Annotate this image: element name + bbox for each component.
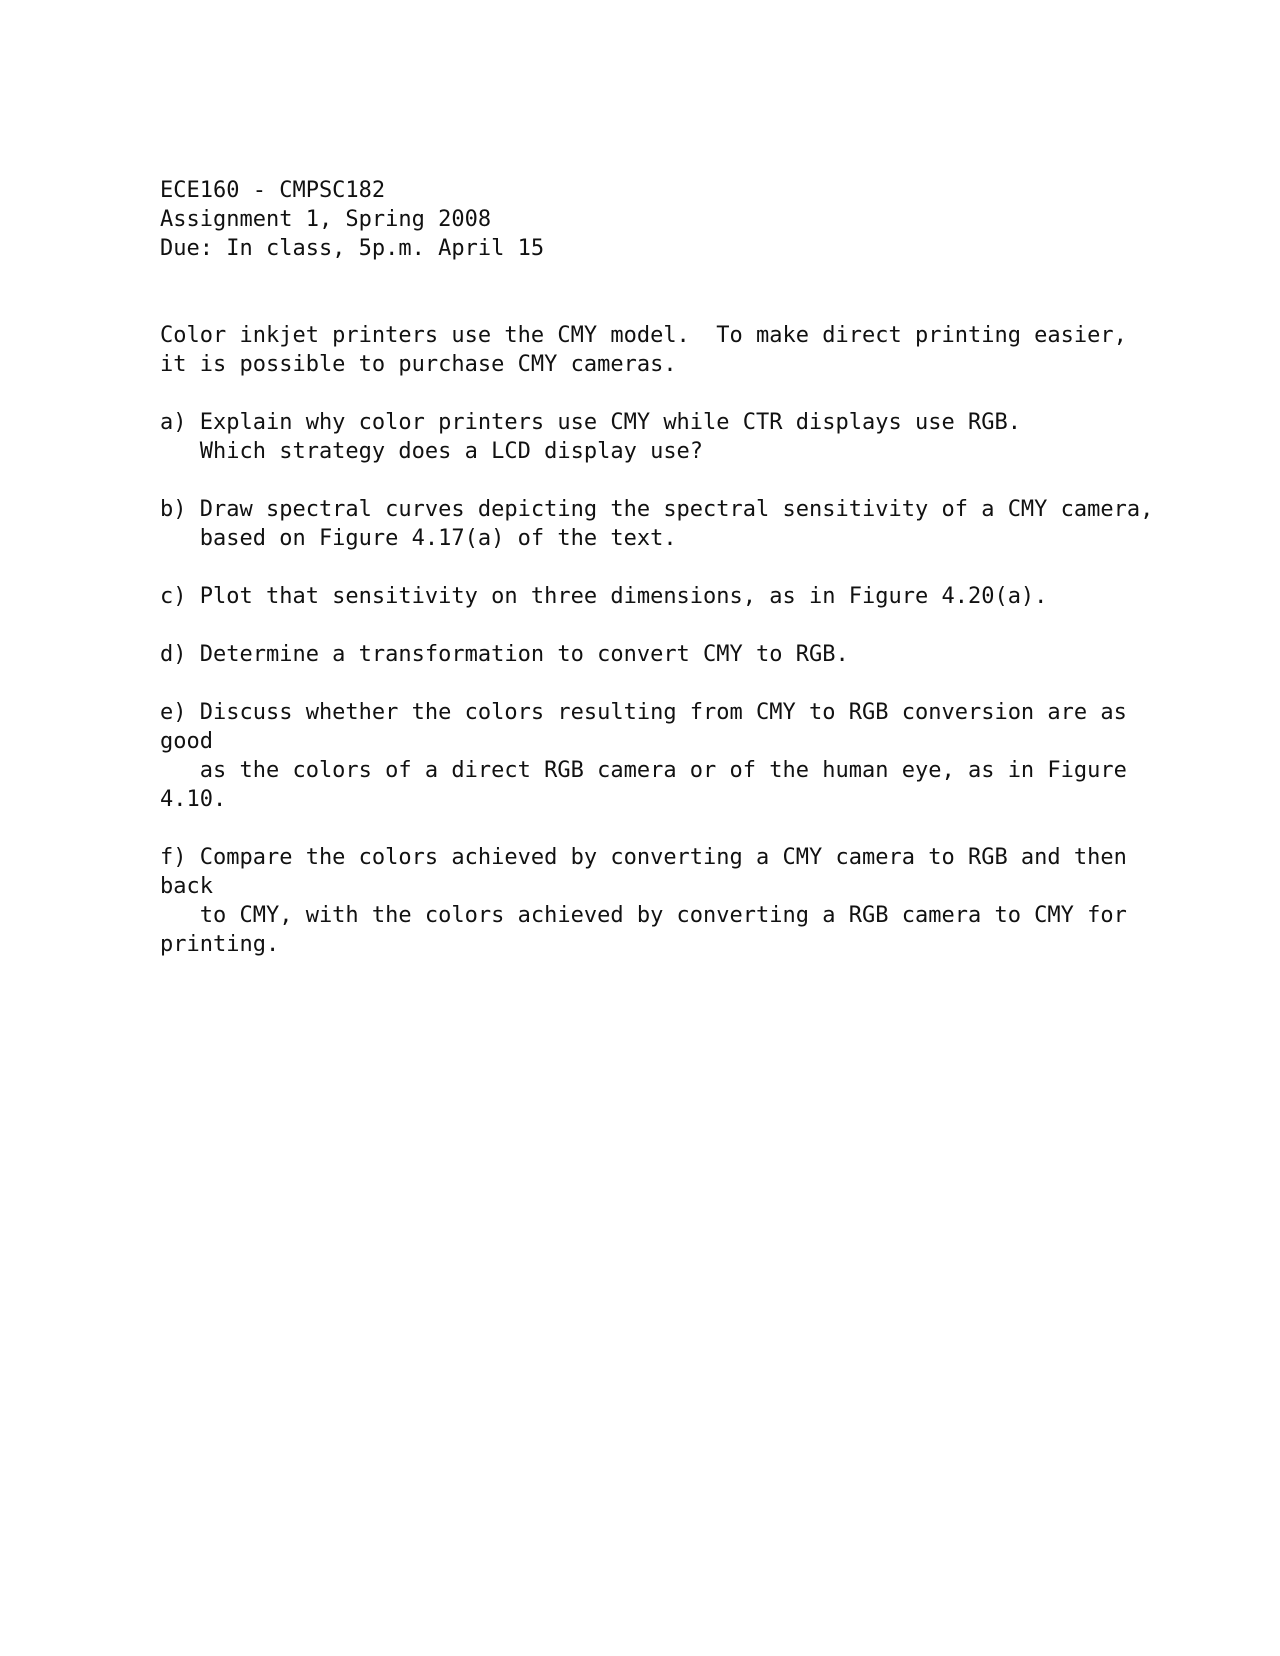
question-line: d) Determine a transformation to convert CMY to RGB. — [160, 642, 849, 667]
course-code: ECE160 - CMPSC182 — [160, 178, 386, 203]
document-page — [160, 176, 1240, 988]
question-line: e) Discuss whether the colors resulting from CMY to RGB conversion are as — [160, 700, 1127, 725]
question-line: to CMY, with the colors achieved by converting a RGB camera to CMY for — [160, 903, 1127, 928]
question-f — [160, 843, 1240, 959]
intro-paragraph — [160, 321, 1240, 379]
question-e — [160, 698, 1240, 814]
question-b — [160, 495, 1240, 553]
due-date: Due: In class, 5p.m. April 15 — [160, 236, 545, 261]
assignment-title: Assignment 1, Spring 2008 — [160, 207, 492, 232]
question-line: f) Compare the colors achieved by converting a CMY camera to RGB and then — [160, 845, 1127, 870]
intro-line: Color inkjet printers use the CMY model. To make direct printing easier, — [160, 323, 1127, 348]
question-line: Which strategy does a LCD display use? — [160, 439, 704, 464]
question-line: good — [160, 729, 213, 754]
assignment-header — [160, 176, 1240, 263]
question-a — [160, 408, 1240, 466]
question-line: 4.10. — [160, 787, 227, 812]
question-d — [160, 640, 1240, 669]
question-line: back — [160, 874, 213, 899]
question-line: based on Figure 4.17(a) of the text. — [160, 526, 677, 551]
question-line: printing. — [160, 932, 280, 957]
question-line: c) Plot that sensitivity on three dimensions, as in Figure 4.20(a). — [160, 584, 1048, 609]
question-line: as the colors of a direct RGB camera or of the human eye, as in Figure — [160, 758, 1127, 783]
question-line: b) Draw spectral curves depicting the spectral sensitivity of a CMY camera, — [160, 497, 1154, 522]
question-line: a) Explain why color printers use CMY while CTR displays use RGB. — [160, 410, 1021, 435]
question-c — [160, 582, 1240, 611]
intro-line: it is possible to purchase CMY cameras. — [160, 352, 677, 377]
